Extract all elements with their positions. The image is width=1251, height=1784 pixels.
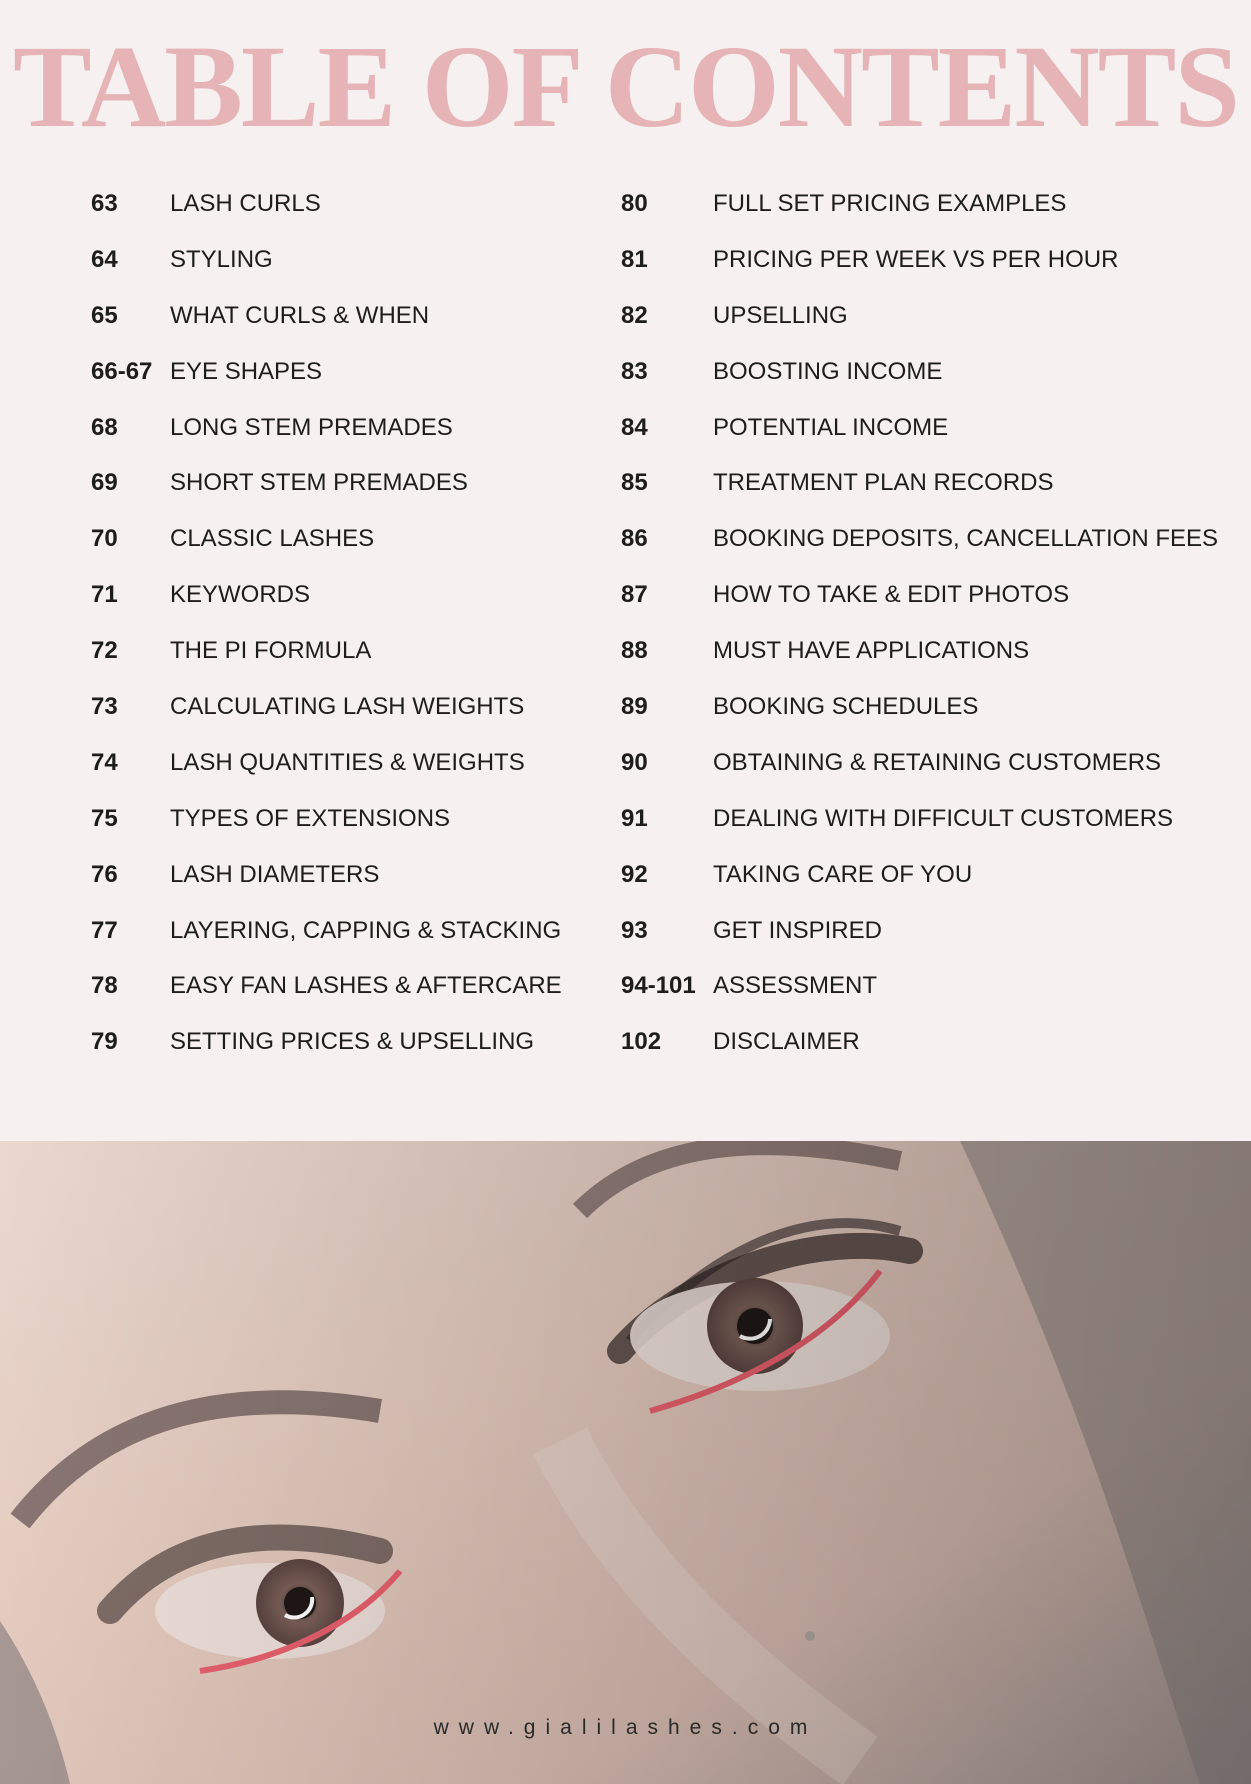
toc-entry[interactable] [91,693,562,749]
toc-entry[interactable] [621,637,1218,693]
toc-entry[interactable] [621,581,1218,637]
toc-page-number: 94-101 [621,972,696,1000]
toc-entry-label: SETTING PRICES & UPSELLING [170,1028,535,1056]
toc-entry-label: POTENTIAL INCOME [713,413,949,441]
toc-page-number: 75 [91,804,118,832]
toc-page-number: 78 [91,972,118,1000]
toc-entry-label: LASH DIAMETERS [170,860,380,888]
toc-page-number: 93 [621,916,648,944]
toc-page-number: 80 [621,190,648,217]
toc-left-column [91,190,562,1084]
toc-entry-label: WHAT CURLS & WHEN [170,301,430,329]
toc-page-number: 71 [91,581,118,609]
toc-page-number: 63 [91,190,118,217]
toc-entry[interactable] [91,749,562,805]
toc-page-number: 64 [91,245,118,273]
toc-page-number: 85 [621,469,648,497]
toc-entry[interactable] [621,917,1218,973]
toc-entry-label: GET INSPIRED [713,916,882,944]
toc-page-number: 65 [91,301,118,329]
toc-page-number: 70 [91,525,118,553]
toc-entry[interactable] [91,246,562,302]
toc-page-number: 69 [91,469,118,497]
toc-page-number: 87 [621,581,648,609]
toc-entry-label: LONG STEM PREMADES [170,413,453,441]
eye-photo [0,1141,1251,1784]
toc-page-number: 81 [621,245,648,273]
toc-entry-label: EASY FAN LASHES & AFTERCARE [170,972,562,1000]
toc-page-number: 102 [621,1028,662,1056]
toc-entry[interactable] [621,525,1218,581]
toc-entry-label: LASH QUANTITIES & WEIGHTS [170,748,525,776]
toc-entry[interactable] [621,302,1218,358]
toc-entry-label: SHORT STEM PREMADES [170,469,468,497]
toc-entry-label: LAYERING, CAPPING & STACKING [170,916,562,944]
toc-entry-label: BOOKING DEPOSITS, CANCELLATION FEES [713,525,1218,553]
toc-page-number: 74 [91,748,118,776]
toc-entry-label: FULL SET PRICING EXAMPLES [713,190,1067,217]
toc-entry[interactable] [621,693,1218,749]
photo-shade [0,1141,1251,1784]
toc-entry-label: ASSESSMENT [713,972,878,1000]
toc-right-column [621,190,1218,1084]
toc-entry-label: DEALING WITH DIFFICULT CUSTOMERS [713,804,1174,832]
toc-entry[interactable] [621,749,1218,805]
toc-entry-label: STYLING [170,245,273,273]
toc-entry[interactable] [621,246,1218,302]
toc-entry[interactable] [621,469,1218,525]
toc-entry-label: BOOKING SCHEDULES [713,693,979,721]
toc-page-number: 88 [621,637,648,665]
toc-entry[interactable] [621,414,1218,470]
toc-entry[interactable] [621,861,1218,917]
toc-page-number: 77 [91,916,118,944]
toc-entry[interactable] [621,1028,1218,1084]
toc-entry-label: PRICING PER WEEK VS PER HOUR [713,245,1119,273]
toc-entry-label: TAKING CARE OF YOU [713,860,973,888]
toc-entry-label: TYPES OF EXTENSIONS [170,804,451,832]
toc-entry[interactable] [91,861,562,917]
toc-page-number: 86 [621,525,648,553]
toc-entry[interactable] [91,637,562,693]
toc-entry[interactable] [91,190,562,246]
toc-entry-label: CLASSIC LASHES [170,525,375,553]
toc-entry[interactable] [91,917,562,973]
toc-entry-label: TREATMENT PLAN RECORDS [713,469,1054,497]
toc-page-number: 68 [91,413,118,441]
toc-entry-label: BOOSTING INCOME [713,357,943,385]
toc-entry-label: CALCULATING LASH WEIGHTS [170,693,525,721]
toc-page-number: 79 [91,1028,118,1056]
toc-entry-label: OBTAINING & RETAINING CUSTOMERS [713,748,1162,776]
toc-entry[interactable] [91,1028,562,1084]
toc-entry-label: LASH CURLS [170,190,321,217]
toc-page-number: 83 [621,357,648,385]
toc-entry[interactable] [91,469,562,525]
toc-page-number: 91 [621,804,648,832]
toc-entry[interactable] [91,414,562,470]
toc-entry[interactable] [621,358,1218,414]
toc-page-number: 84 [621,413,648,441]
toc-entry[interactable] [621,972,1218,1028]
toc-entry[interactable] [91,805,562,861]
toc-entry-label: HOW TO TAKE & EDIT PHOTOS [713,581,1070,609]
toc-page-number: 82 [621,301,648,329]
toc-entry[interactable] [91,358,562,414]
toc-entry[interactable] [621,805,1218,861]
page-title: TABLE OF CONTENTS [13,21,1238,152]
toc-page-number: 92 [621,860,648,888]
toc-page-number: 66-67 [91,357,153,385]
toc-page-number: 76 [91,860,118,888]
toc-entry-label: KEYWORDS [170,581,311,609]
toc-page-number: 89 [621,693,648,721]
toc-entry[interactable] [91,525,562,581]
toc-page-number: 90 [621,748,648,776]
toc-page-number: 73 [91,693,118,721]
toc-entry[interactable] [621,190,1218,246]
toc-entry-label: THE PI FORMULA [170,637,372,665]
toc-entry-label: DISCLAIMER [713,1028,860,1056]
toc-entry-label: MUST HAVE APPLICATIONS [713,637,1030,665]
toc-entry[interactable] [91,581,562,637]
toc-entry-label: UPSELLING [713,301,848,329]
toc-entry[interactable] [91,302,562,358]
toc-entry[interactable] [91,972,562,1028]
eye-illustration [0,1141,1251,1784]
toc-page-number: 72 [91,637,118,665]
toc-entry-label: EYE SHAPES [170,357,323,385]
website-url: www.gialilashes.com [433,1716,818,1739]
